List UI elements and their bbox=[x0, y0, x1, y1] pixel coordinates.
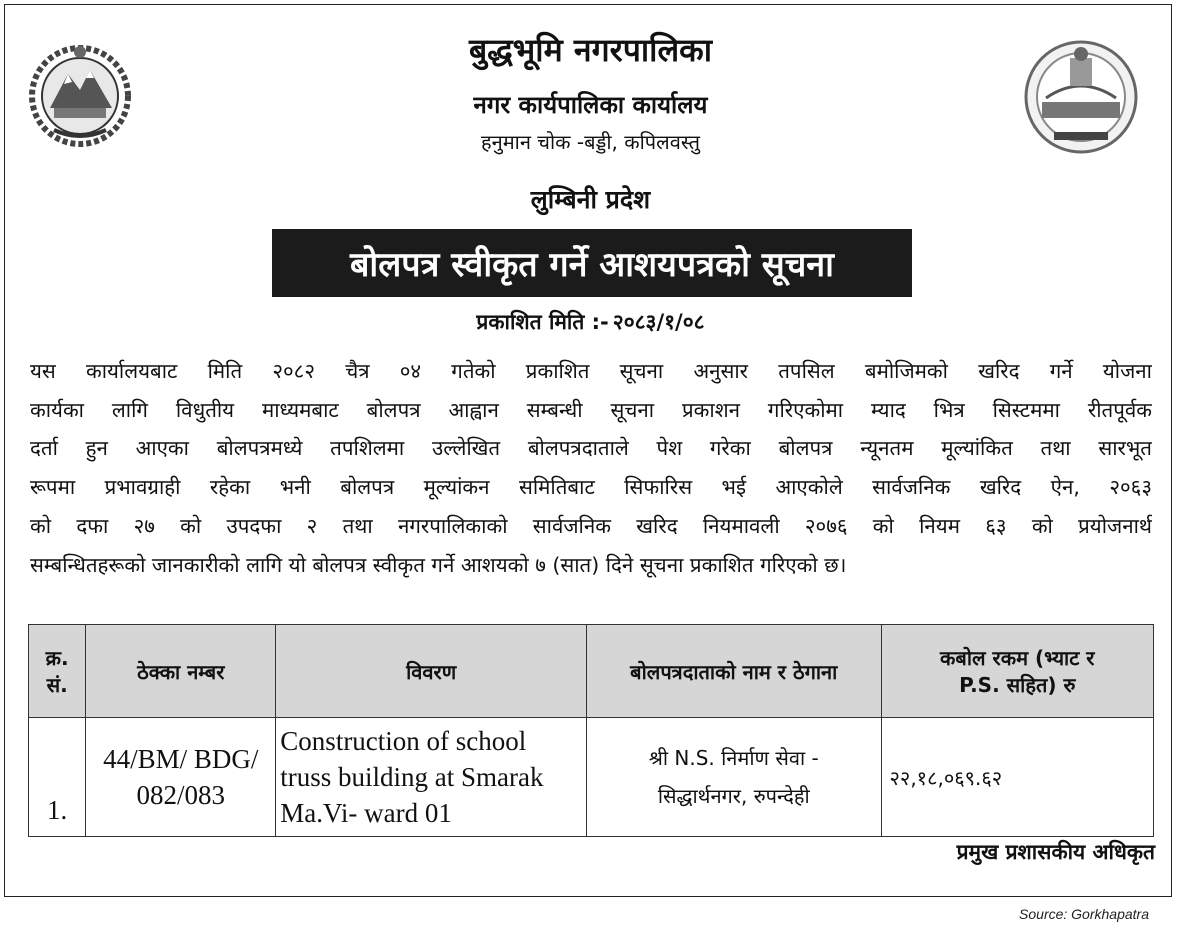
notice-body bbox=[30, 352, 1152, 584]
desc-line2: truss building at Smarak bbox=[280, 762, 544, 792]
office-address: हनुमान चोक -बड्डी, कपिलवस्तु bbox=[480, 130, 701, 154]
notice-title-banner bbox=[272, 229, 912, 297]
header-sn-line1: क्र. bbox=[45, 646, 69, 670]
contract-line2: 082/083 bbox=[136, 780, 226, 810]
body-line: दर्ता हुन आएका बोलपत्रमध्ये तपशिलमा उल्लेखित बोलपत्रदाताले पेश गरेका बोलपत्र न्यूनतम मूल्यांकित तथा सारभूत bbox=[30, 436, 1152, 461]
bid-table bbox=[28, 624, 1154, 837]
cell-sn: 1. bbox=[29, 718, 86, 837]
province-name: लुम्बिनी प्रदेश bbox=[530, 185, 651, 214]
body-line: को दफा २७ को उपदफा २ तथा नगरपालिकाको सार्वजनिक खरिद नियमावली २०७६ को नियम ६३ को प्रयोजनार्थ bbox=[30, 513, 1152, 538]
body-line: कार्यका लागि विधुतीय माध्यमबाट बोलपत्र आह्वान सम्बन्धी सूचना प्रकाशन गरिएकोमा म्याद भित्र सिस्टममा रीतपूर्वक bbox=[30, 397, 1152, 422]
source-credit: Source: Gorkhapatra bbox=[1019, 906, 1149, 922]
cell-contract-no bbox=[86, 718, 276, 837]
body-line: रूपमा प्रभावग्राही रहेका भनी बोलपत्र मूल्यांकन समितिबाट सिफारिस भई आएकोले सार्वजनिक खरिद ऐन, २०६३ bbox=[30, 475, 1152, 500]
body-line: यस कार्यालयबाट मिति २०८२ चैत्र ०४ गतेको प्रकाशित सूचना अनुसार तपसिल बमोजिमको खरिद गर्ने योजना bbox=[30, 359, 1152, 383]
published-date: २०८३/१/०८ bbox=[612, 310, 705, 334]
header-amount-line2: P.S. सहित) रु bbox=[959, 673, 1076, 697]
table-row bbox=[29, 718, 1154, 837]
cell-amount: २२,१८,०६९.६२ bbox=[881, 718, 1153, 837]
header-sn-line2: सं. bbox=[46, 673, 68, 697]
cell-bidder bbox=[586, 718, 881, 837]
table-header-row bbox=[29, 625, 1154, 718]
header-sn bbox=[29, 625, 86, 718]
bidder-line1: श्री N.S. निर्माण सेवा - bbox=[648, 746, 819, 770]
published-date-label: प्रकाशित मिति :- bbox=[476, 310, 609, 334]
bidder-line2: सिद्धार्थनगर, रुपन्देही bbox=[657, 784, 810, 808]
desc-line3: Ma.Vi- ward 01 bbox=[280, 798, 452, 828]
published-date-line bbox=[0, 308, 1181, 336]
body-line: सम्बन्धितहरूको जानकारीको लागि यो बोलपत्र स्वीकृत गर्ने आशयको ७ (सात) दिने सूचना प्रकाशित गरिएको छ। bbox=[30, 552, 847, 577]
header-amount bbox=[881, 625, 1153, 718]
header-amount-line1: कबोल रकम (भ्याट र bbox=[940, 646, 1095, 670]
office-subtitle: नगर कार्यपालिका कार्यालय bbox=[473, 91, 708, 119]
signature-title: प्रमुख प्रशासकीय अधिकृत bbox=[956, 840, 1155, 864]
header-description: विवरण bbox=[276, 625, 587, 718]
office-name: बुद्धभूमि नगरपालिका bbox=[468, 31, 713, 69]
header-bidder: बोलपत्रदाताको नाम र ठेगाना bbox=[586, 625, 881, 718]
desc-line1: Construction of school bbox=[280, 726, 527, 756]
notice-title: बोलपत्र स्वीकृत गर्ने आशयपत्रको सूचना bbox=[350, 245, 834, 285]
header-contract-no: ठेक्का नम्बर bbox=[86, 625, 276, 718]
contract-line1: 44/BM/ BDG/ bbox=[103, 744, 259, 774]
cell-description bbox=[276, 718, 587, 837]
